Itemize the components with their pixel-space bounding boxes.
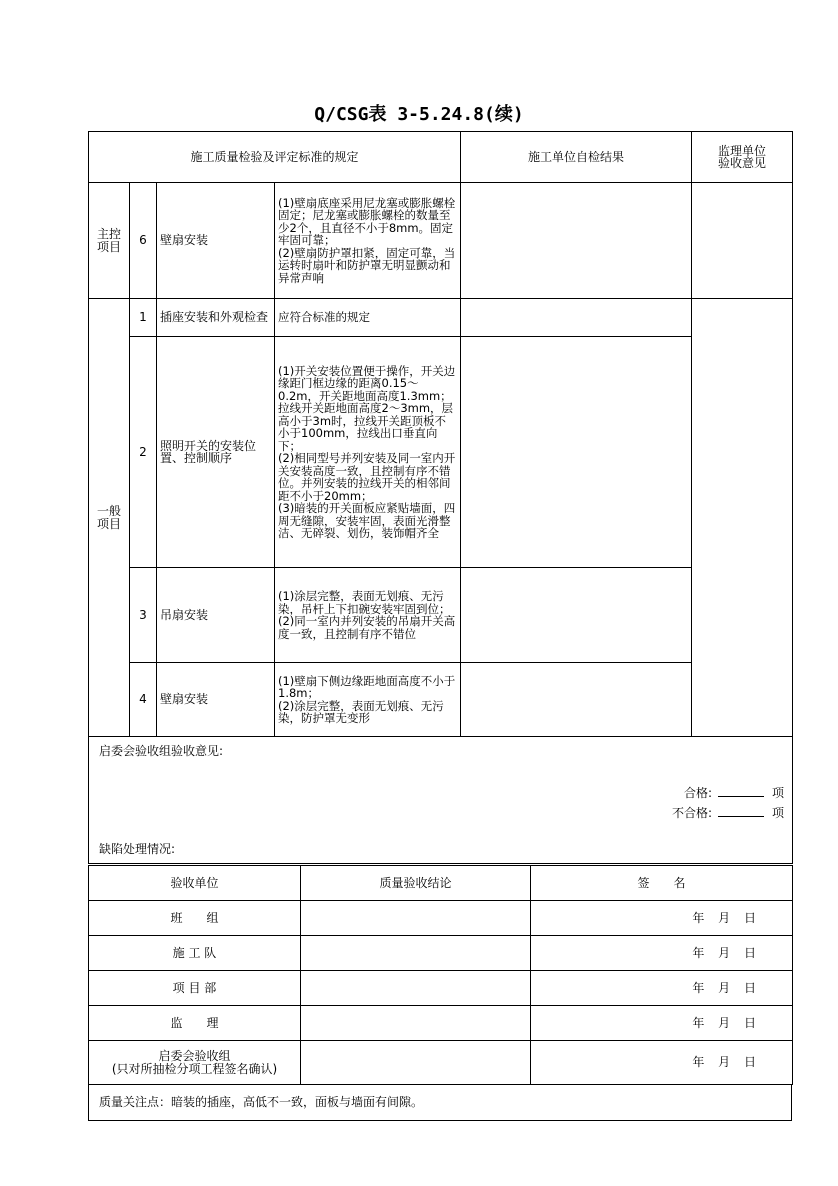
qualified-label: 合格: bbox=[683, 786, 712, 800]
supervisor-cell[interactable] bbox=[692, 183, 793, 299]
sign-header-row bbox=[89, 866, 793, 901]
sign-row bbox=[89, 1041, 793, 1085]
category-main: 主控 项目 bbox=[89, 183, 130, 299]
conclusion-cell[interactable] bbox=[301, 901, 531, 936]
signature-date[interactable]: 年 月 日 bbox=[531, 901, 793, 936]
notes-row bbox=[89, 1085, 792, 1121]
table-row bbox=[89, 183, 793, 299]
category-general: 一般 项目 bbox=[89, 299, 130, 737]
item-no: 4 bbox=[130, 663, 157, 737]
header-supervisor-line2: 验收意见 bbox=[718, 156, 767, 170]
quality-notes: 质量关注点：暗装的插座，高低不一致，面板与墙面有间隙。 bbox=[89, 1085, 792, 1121]
unqualified-unit: 项 bbox=[772, 806, 785, 820]
sign-header-conclusion: 质量验收结论 bbox=[301, 866, 531, 901]
table-header-row bbox=[89, 132, 793, 183]
sign-row bbox=[89, 1006, 793, 1041]
qualified-line bbox=[684, 785, 784, 800]
sign-header-signature: 签 名 bbox=[531, 866, 793, 901]
unqualified-label: 不合格: bbox=[671, 806, 712, 820]
signature-date[interactable]: 年 月 日 bbox=[531, 1041, 793, 1085]
sign-unit: 启委会验收组 (只对所抽检分项工程签名确认) bbox=[89, 1041, 301, 1085]
form-title: Q/CSG表 3-5.24.8(续) bbox=[314, 104, 524, 125]
item-name: 吊扇安装 bbox=[157, 568, 275, 663]
item-no: 3 bbox=[130, 568, 157, 663]
signature-date[interactable]: 年 月 日 bbox=[531, 1006, 793, 1041]
header-supervisor-line1: 监理单位 bbox=[718, 143, 767, 158]
sign-unit: 班 组 bbox=[89, 901, 301, 936]
table-row bbox=[89, 663, 793, 737]
unqualified-count-field[interactable] bbox=[718, 805, 764, 817]
item-no: 2 bbox=[130, 337, 157, 568]
item-standard: (1)壁扇底座采用尼龙塞或膨胀螺栓固定；尼龙塞或膨胀螺栓的数量至少2个，且直径不小于8mm。固定牢固可靠； (2)壁扇防护罩扣紧，固定可靠，当运转时扇叶和防护罩无明显颤动和异常声响 bbox=[275, 183, 461, 299]
conclusion-cell[interactable] bbox=[301, 1006, 531, 1041]
item-no: 6 bbox=[130, 183, 157, 299]
conclusion-cell[interactable] bbox=[301, 971, 531, 1006]
sign-unit: 项 目 部 bbox=[89, 971, 301, 1006]
opinion-label: 启委会验收组验收意见: bbox=[99, 744, 224, 758]
conclusion-cell[interactable] bbox=[301, 1041, 531, 1085]
table-row bbox=[89, 299, 793, 337]
sign-row bbox=[89, 901, 793, 936]
defect-label: 缺陷处理情况: bbox=[99, 842, 176, 856]
header-self-check: 施工单位自检结果 bbox=[461, 132, 692, 183]
header-standard: 施工质量检验及评定标准的规定 bbox=[89, 132, 461, 183]
inspection-table bbox=[88, 131, 793, 864]
sign-unit: 施 工 队 bbox=[89, 936, 301, 971]
item-name: 壁扇安装 bbox=[157, 663, 275, 737]
supervisor-cell[interactable] bbox=[692, 299, 793, 737]
item-name: 插座安装和外观检查 bbox=[157, 299, 275, 337]
unqualified-line bbox=[672, 805, 784, 820]
self-check-cell[interactable] bbox=[461, 663, 692, 737]
item-standard: (1)涂层完整，表面无划痕、无污染，吊杆上下扣碗安装牢固到位； (2)同一室内并列安装的吊扇开关高度一致，且控制有序不错位 bbox=[275, 568, 461, 663]
sign-header-unit: 验收单位 bbox=[89, 866, 301, 901]
sign-table bbox=[88, 865, 793, 1085]
signature-date[interactable]: 年 月 日 bbox=[531, 936, 793, 971]
self-check-cell[interactable] bbox=[461, 183, 692, 299]
item-no: 1 bbox=[130, 299, 157, 337]
item-standard: (1)壁扇下侧边缘距地面高度不小于1.8m； (2)涂层完整，表面无划痕、无污染，防护罩无变形 bbox=[275, 663, 461, 737]
qualified-unit: 项 bbox=[772, 786, 785, 800]
item-name: 壁扇安装 bbox=[157, 183, 275, 299]
acceptance-opinion-row bbox=[89, 737, 793, 864]
acceptance-opinion-cell[interactable] bbox=[89, 737, 793, 864]
item-standard: (1)开关安装位置便于操作，开关边缘距门框边缘的距离0.15～0.2m，开关距地面高度1.3mm；拉线开关距地面高度2～3mm，层高小于3m时，拉线开关距顶板不小于100mm，拉线出口垂直向下； (2)相同型号并列安装及同一室内开关安装高度一致，且控制有序不错位。并列安装的拉线开关的相邻间距不小于20mm； (3)暗装的开关面板应紧贴墙面，四周无缝隙，安装牢固，表面光滑整洁、无碎裂、划伤，装饰帽齐全 bbox=[275, 337, 461, 568]
sign-row bbox=[89, 971, 793, 1006]
item-name: 照明开关的安装位置、控制顺序 bbox=[157, 337, 275, 568]
sign-row bbox=[89, 936, 793, 971]
notes-table bbox=[88, 1084, 792, 1121]
self-check-cell[interactable] bbox=[461, 337, 692, 568]
header-supervisor bbox=[692, 132, 793, 183]
signature-date[interactable]: 年 月 日 bbox=[531, 971, 793, 1006]
table-row bbox=[89, 568, 793, 663]
self-check-cell[interactable] bbox=[461, 568, 692, 663]
item-standard: 应符合标准的规定 bbox=[275, 299, 461, 337]
conclusion-cell[interactable] bbox=[301, 936, 531, 971]
table-row bbox=[89, 337, 793, 568]
sign-unit: 监 理 bbox=[89, 1006, 301, 1041]
qualified-count-field[interactable] bbox=[718, 785, 764, 797]
self-check-cell[interactable] bbox=[461, 299, 692, 337]
